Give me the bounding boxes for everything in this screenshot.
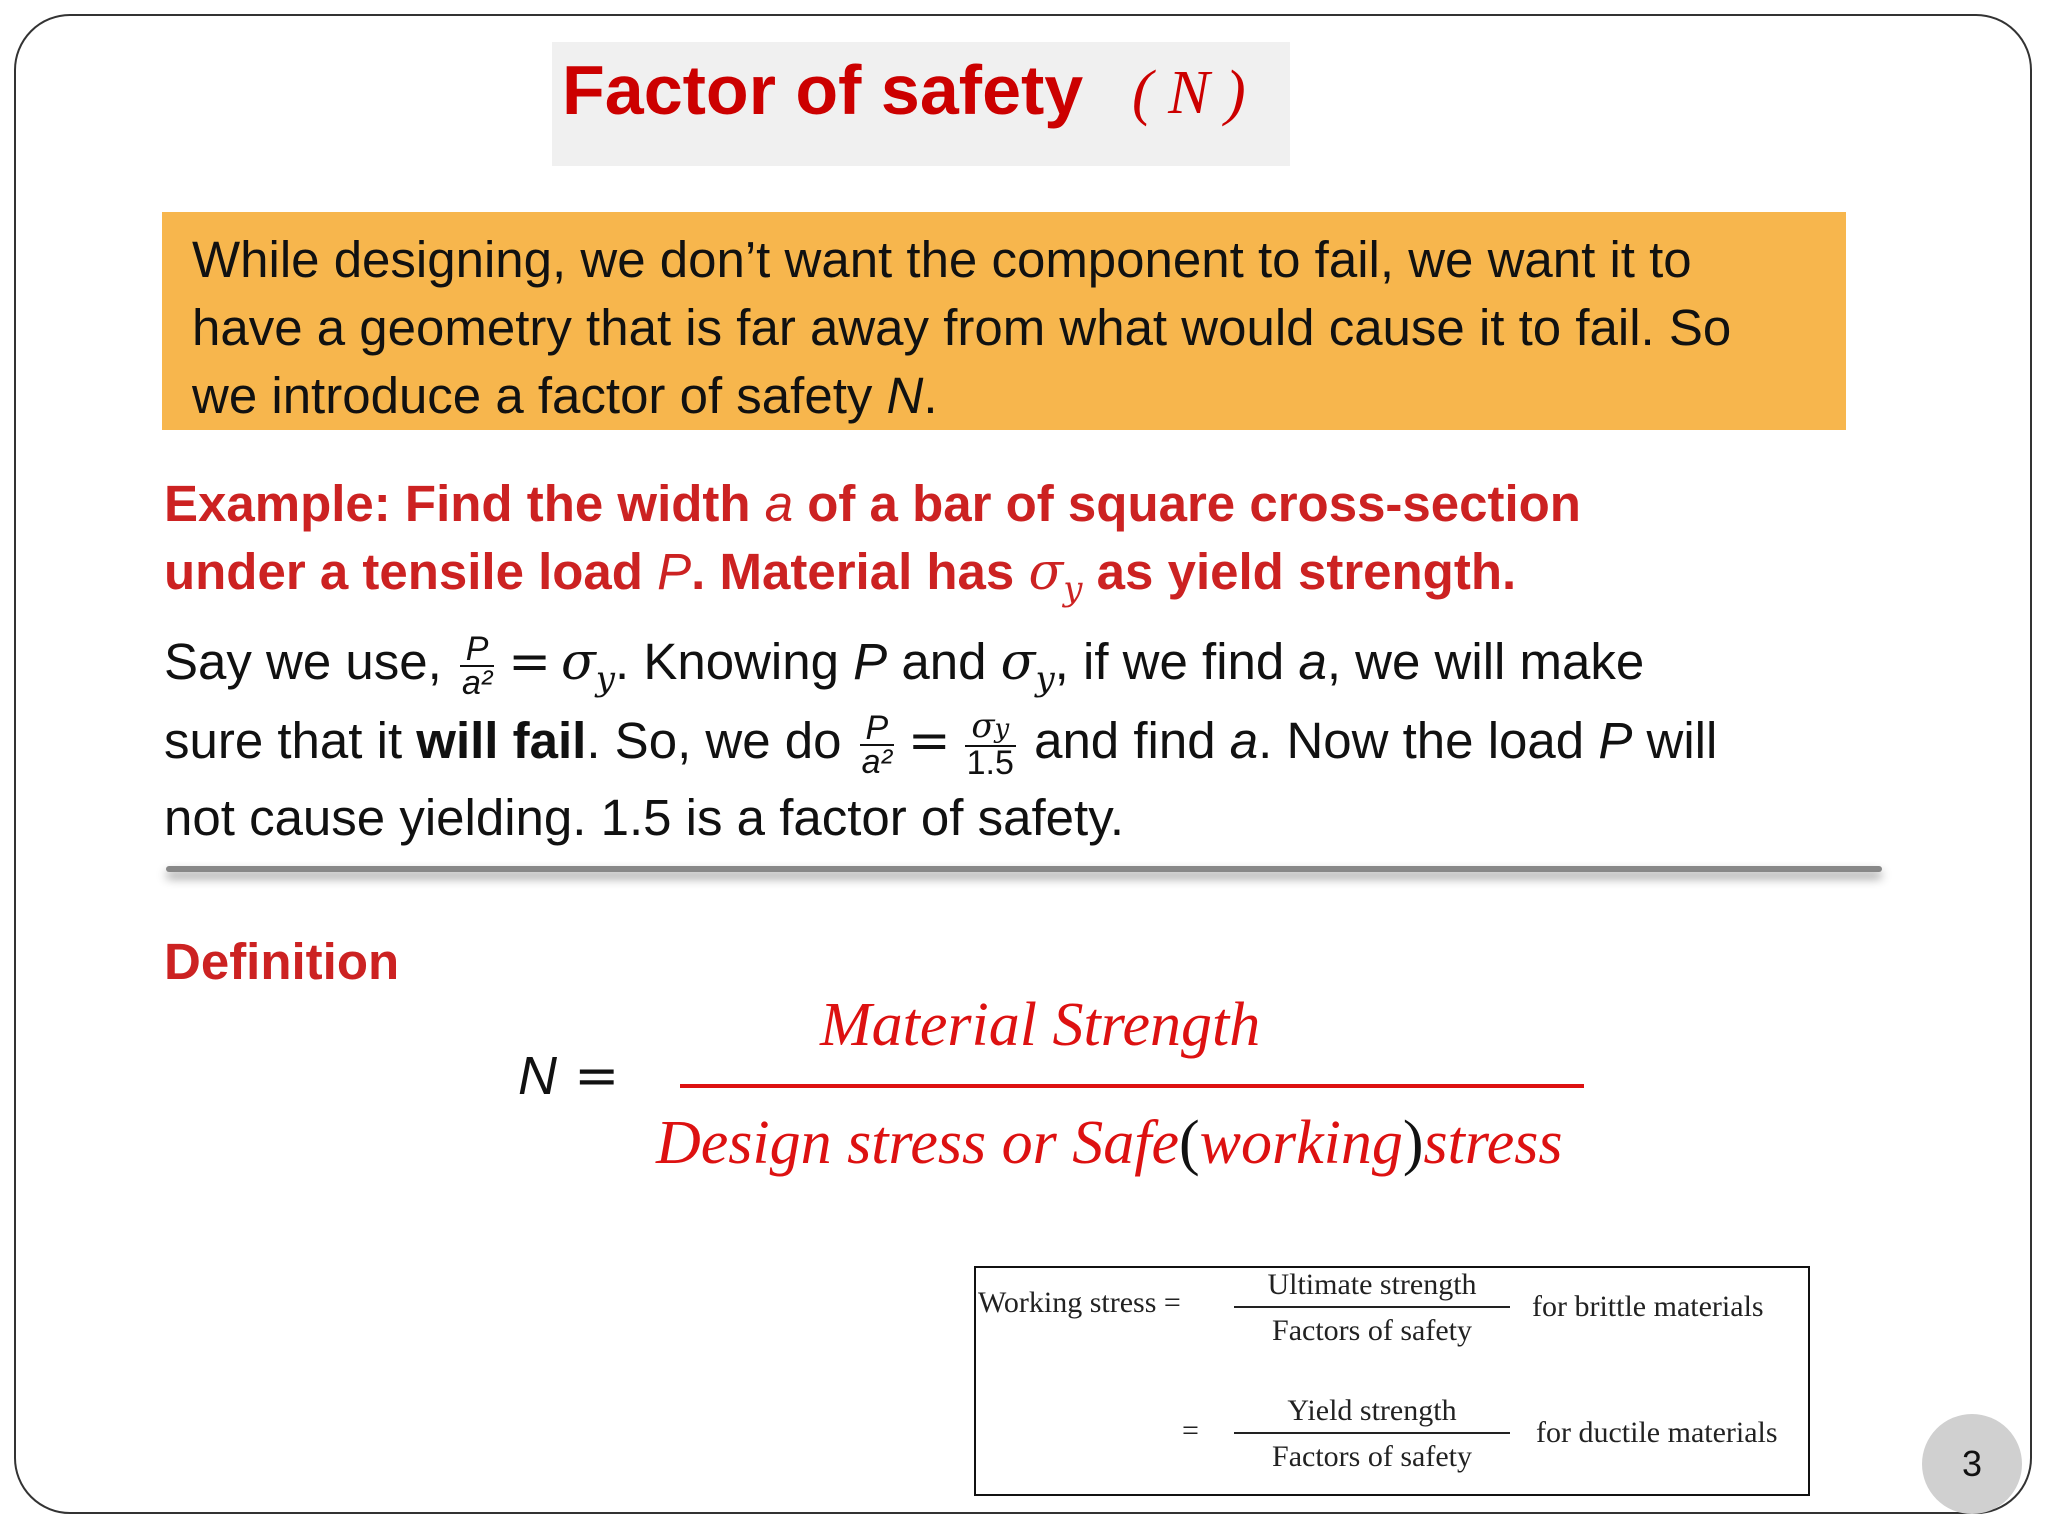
definition-denominator: [656, 1108, 1563, 1179]
example-heading-line-2: [164, 538, 1581, 623]
fraction-denominator: Factors of safety: [1272, 1314, 1472, 1347]
body-text: sure that it: [164, 711, 417, 769]
example-heading-text-e: as yield strength.: [1082, 543, 1517, 600]
title-box: [552, 42, 1290, 166]
equals-sign: =: [1182, 1414, 1199, 1447]
ductile-note: for ductile materials: [1536, 1416, 1778, 1449]
intro-line-3-end: .: [923, 367, 938, 424]
sigma-symbol: σ: [1000, 633, 1036, 692]
example-body-line-1: [164, 629, 1717, 710]
intro-var-n: N: [886, 367, 924, 424]
example-body-line-3: not cause yielding. 1.5 is a factor of safety.: [164, 789, 1125, 846]
fraction-numerator: Ultimate strength: [1267, 1268, 1477, 1301]
ultimate-strength-fraction: [1234, 1268, 1510, 1348]
var-a: a: [1229, 711, 1259, 769]
body-text: and find: [1019, 711, 1230, 769]
yield-strength-fraction: [1234, 1394, 1510, 1474]
working-stress-box: [974, 1266, 1810, 1496]
example-heading-text-d: . Material has: [691, 543, 1029, 600]
page-title: Factor of safety: [562, 51, 1084, 129]
sigma-subscript: y: [1035, 659, 1055, 700]
definition-lhs: [518, 1044, 619, 1107]
example-heading-line-1: [164, 470, 1581, 538]
body-text: , if we find: [1054, 633, 1299, 690]
example-sigma-sub: y: [1063, 569, 1083, 610]
intro-line-2: have a geometry that is far away from what would cause it to fail. So: [192, 299, 1732, 356]
example-sigma: σ: [1028, 543, 1064, 602]
working-stress-label: Working stress =: [978, 1286, 1181, 1319]
definition-equals: =: [557, 1044, 620, 1107]
body-bold-text: will fail: [416, 711, 587, 769]
fraction-numerator: P: [460, 633, 494, 667]
example-var-a: a: [764, 475, 794, 532]
example-heading-text-c: under a tensile load: [164, 543, 658, 600]
var-p: P: [853, 633, 888, 690]
denominator-text-b: stress: [1423, 1109, 1563, 1177]
fraction-numerator: [965, 706, 1016, 747]
fraction-p-over-a2: [460, 629, 494, 702]
var-a: a: [1298, 633, 1327, 690]
title-variable: ( N ): [1132, 59, 1246, 127]
body-text: . Now the load: [1258, 711, 1599, 769]
definition-var-n: N: [518, 1046, 557, 1106]
denominator-text-a: Design stress or Safe: [656, 1109, 1179, 1177]
example-heading: [164, 470, 1581, 623]
fraction-sigma-over-1-5: [965, 706, 1016, 782]
paren-close: ): [1402, 1109, 1424, 1177]
page-number-badge: 3: [1922, 1414, 2022, 1514]
example-var-p: P: [657, 543, 692, 600]
body-text: Say we use,: [164, 633, 456, 690]
brittle-note: for brittle materials: [1532, 1290, 1764, 1323]
fraction-numerator: Yield strength: [1287, 1394, 1457, 1427]
sigma-subscript: y: [994, 714, 1010, 744]
equals-sign: =: [907, 711, 951, 771]
intro-line-1: While designing, we don’t want the component to fail, we want it to: [192, 231, 1692, 288]
intro-box: [162, 212, 1846, 430]
sigma-subscript: y: [595, 659, 615, 700]
fraction-denominator: Factors of safety: [1272, 1440, 1472, 1473]
fraction-p-over-a2: [860, 708, 894, 781]
example-heading-text-a: Example: Find the width: [164, 475, 765, 532]
example-body-line-2: [164, 706, 1718, 788]
sigma-symbol: σ: [971, 706, 995, 746]
intro-line-3: [192, 362, 1816, 430]
example-heading-text-b: of a bar of square cross-section: [793, 475, 1581, 532]
intro-line-3-text: we introduce a factor of safety: [192, 367, 887, 424]
body-text: will: [1632, 711, 1718, 769]
example-body: [164, 629, 1718, 866]
body-text: . So, we do: [586, 711, 856, 769]
fraction-denominator: a²: [861, 742, 892, 781]
definition-heading: Definition: [164, 933, 400, 990]
definition-fraction-bar: [680, 1084, 1584, 1088]
var-p: P: [1598, 711, 1633, 769]
sigma-symbol: σ: [560, 633, 596, 692]
fraction-numerator: P: [860, 712, 894, 746]
body-text: , we will make: [1326, 633, 1645, 690]
equals-sign: =: [508, 633, 551, 692]
fraction-denominator: a²: [461, 663, 493, 702]
fraction-denominator: 1.5: [966, 744, 1014, 782]
paren-open: (: [1178, 1109, 1200, 1177]
body-text: . Knowing: [615, 633, 854, 690]
section-divider: [166, 866, 1882, 872]
body-text: and: [887, 633, 1001, 690]
definition-numerator: Material Strength: [820, 991, 1261, 1059]
denominator-text-mid: working: [1199, 1109, 1403, 1177]
